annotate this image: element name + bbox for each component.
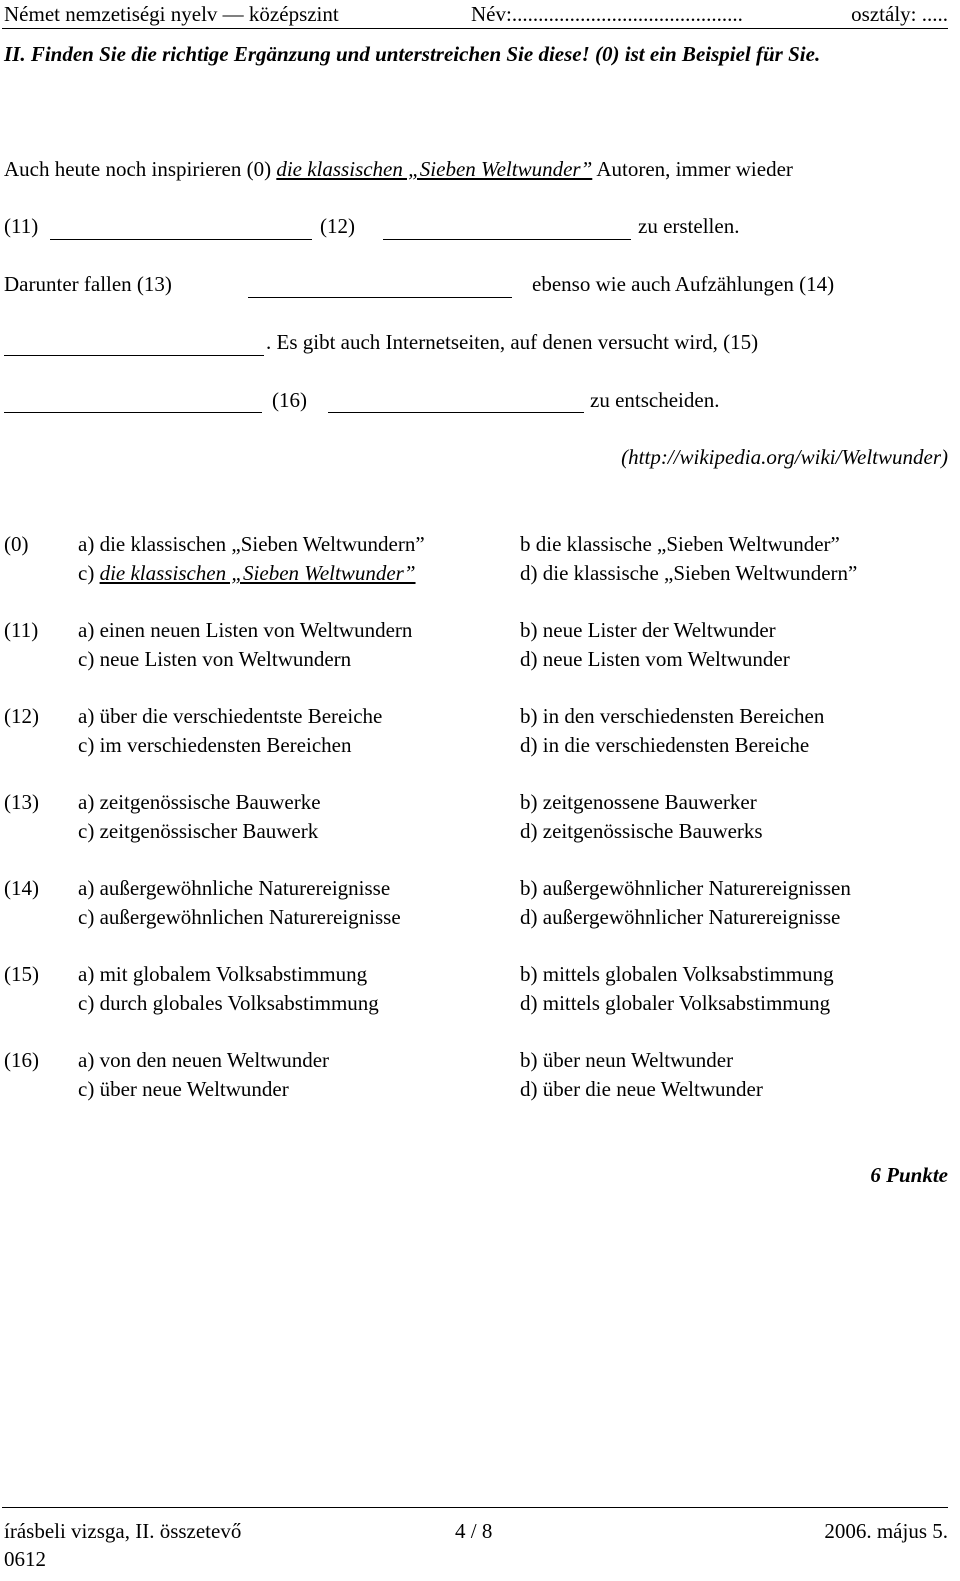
option-a[interactable]: a) zeitgenössische Bauwerke <box>78 790 321 814</box>
option-d[interactable]: d) mittels globaler Volksabstimmung <box>520 991 831 1015</box>
option-c[interactable]: c) außergewöhnlichen Naturereignisse <box>78 905 401 929</box>
passage-example: die klassischen „Sieben Weltwunder” <box>276 157 593 181</box>
option-number: (15) <box>4 962 39 986</box>
option-a[interactable]: a) außergewöhnliche Naturereignisse <box>78 876 391 900</box>
option-b[interactable]: b die klassische „Sieben Weltwunder” <box>520 532 840 556</box>
points-label: 6 Punkte <box>870 1163 948 1187</box>
option-a[interactable]: a) von den neuen Weltwunder <box>78 1048 330 1072</box>
option-a[interactable]: a) die klassischen „Sieben Weltwundern” <box>78 532 425 556</box>
option-c[interactable]: c) neue Listen von Weltwundern <box>78 647 352 671</box>
passage-text: Autoren, immer wieder <box>592 157 793 181</box>
passage-text: Darunter fallen (13) <box>4 272 172 296</box>
answer-blank-12[interactable] <box>383 239 631 240</box>
option-a[interactable]: a) über die verschiedentste Bereiche <box>78 704 383 728</box>
option-b[interactable]: b) neue Lister der Weltwunder <box>520 618 776 642</box>
gap-number-12: (12) <box>320 214 355 238</box>
footer-date: 2006. május 5. <box>824 1519 948 1543</box>
option-b[interactable]: b) über neun Weltwunder <box>520 1048 734 1072</box>
footer-divider <box>2 1507 948 1508</box>
option-number: (12) <box>4 704 39 728</box>
gap-number-11: (11) <box>4 214 39 238</box>
option-c[interactable]: c) durch globales Volksabstimmung <box>78 991 379 1015</box>
answer-blank-16[interactable] <box>328 412 584 413</box>
option-d[interactable]: d) in die verschiedensten Bereiche <box>520 733 810 757</box>
option-number: (0) <box>4 532 29 556</box>
option-number: (16) <box>4 1048 39 1072</box>
option-b[interactable]: b) mittels globalen Volksabstimmung <box>520 962 834 986</box>
passage-text: zu erstellen. <box>638 214 740 238</box>
answer-blank-15[interactable] <box>4 412 262 413</box>
option-b[interactable]: b) in den verschiedensten Bereichen <box>520 704 825 728</box>
footer-code: 0612 <box>4 1547 46 1571</box>
option-c[interactable]: c) über neue Weltwunder <box>78 1077 289 1101</box>
option-a[interactable]: a) einen neuen Listen von Weltwundern <box>78 618 413 642</box>
footer-exam-label: írásbeli vizsga, II. összetevő <box>4 1519 242 1543</box>
passage-text: . Es gibt auch Internetseiten, auf denen versucht wird, (15) <box>266 330 759 354</box>
answer-blank-11[interactable] <box>50 239 312 240</box>
task-instruction: II. Finden Sie die richtige Ergänzung und unterstreichen Sie diese! (0) ist ein Beispiel für Sie. <box>4 42 821 66</box>
option-c[interactable] <box>78 561 416 586</box>
header-class-label: osztály: ..... <box>851 2 948 26</box>
header-name-label: Név:............................................ <box>471 2 743 26</box>
passage-text: Auch heute noch inspirieren (0) <box>4 157 277 181</box>
passage-text: ebenso wie auch Aufzählungen (14) <box>532 272 835 296</box>
option-b[interactable]: b) außergewöhnlicher Naturereignissen <box>520 876 851 900</box>
passage-line-1 <box>4 157 948 185</box>
answer-blank-14[interactable] <box>4 355 264 356</box>
option-d[interactable]: d) neue Listen vom Weltwunder <box>520 647 790 671</box>
passage-text: zu entscheiden. <box>590 388 720 412</box>
option-d[interactable]: d) über die neue Weltwunder <box>520 1077 763 1101</box>
gap-number-16: (16) <box>272 388 307 412</box>
option-c[interactable]: c) zeitgenössischer Bauwerk <box>78 819 319 843</box>
option-c-prefix: c) <box>78 561 100 585</box>
option-c-underlined: die klassischen „Sieben Weltwunder” <box>99 561 416 585</box>
option-c[interactable]: c) im verschiedensten Bereichen <box>78 733 352 757</box>
header-divider <box>2 28 948 29</box>
option-number: (14) <box>4 876 39 900</box>
option-number: (11) <box>4 618 39 642</box>
page-number: 4 / 8 <box>455 1519 493 1543</box>
option-a[interactable]: a) mit globalem Volksabstimmung <box>78 962 368 986</box>
option-d[interactable]: d) außergewöhnlicher Naturereignisse <box>520 905 841 929</box>
source-citation: (http://wikipedia.org/wiki/Weltwunder) <box>621 445 948 469</box>
option-b[interactable]: b) zeitgenossene Bauwerker <box>520 790 757 814</box>
answer-blank-13[interactable] <box>248 297 512 298</box>
option-number: (13) <box>4 790 39 814</box>
option-d[interactable]: d) zeitgenössische Bauwerks <box>520 819 763 843</box>
header-subject: Német nemzetiségi nyelv — középszint <box>4 2 339 26</box>
option-d[interactable]: d) die klassische „Sieben Weltwundern” <box>520 561 858 585</box>
